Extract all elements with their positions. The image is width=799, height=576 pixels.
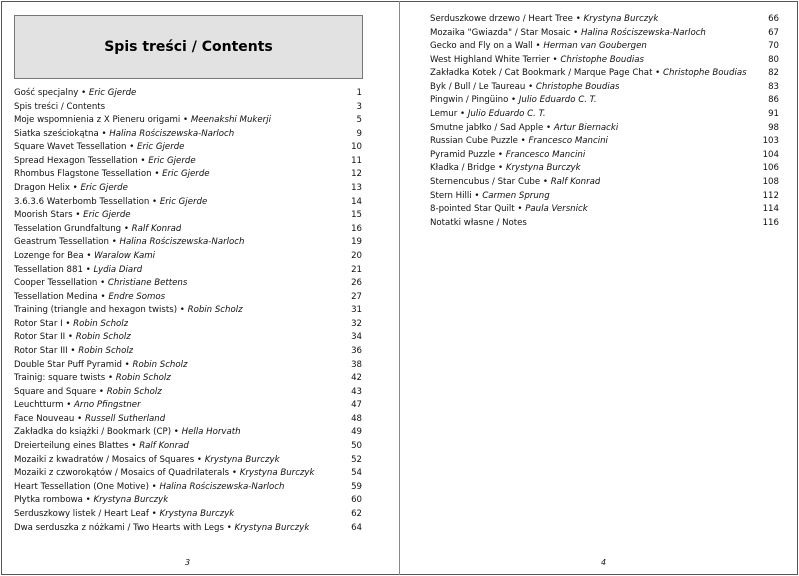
right-page-number: 4	[601, 558, 607, 567]
toc-entry-title: Square Wavet Tessellation	[14, 142, 127, 153]
toc-entry-title: Sternencubus / Star Cube	[430, 176, 541, 187]
toc-entry	[14, 372, 171, 386]
toc-entry-page: 31	[351, 305, 362, 316]
toc-entry-author: Carmen Sprung	[482, 190, 550, 201]
toc-entry-page: 86	[768, 95, 779, 106]
toc-separator: •	[63, 400, 75, 411]
toc-entry-title: Mozaika "Gwiazda" / Star Mosaic	[430, 27, 571, 38]
toc-entry	[14, 440, 189, 454]
toc-entry	[430, 81, 619, 95]
toc-entry-page: 9	[356, 128, 362, 139]
toc-entry	[14, 454, 280, 468]
toc-entry-author: Artur Biernacki	[553, 122, 619, 133]
toc-entry-page: 21	[351, 264, 362, 275]
toc-left-column	[14, 87, 362, 535]
toc-separator: •	[508, 95, 519, 106]
toc-entry-page: 20	[351, 250, 362, 261]
toc-entry-author: Halina Rościszewska-Narloch	[159, 481, 285, 492]
toc-entry-author: Eric Gjerde	[162, 169, 210, 180]
toc-entry-title: Russian Cube Puzzle	[430, 136, 518, 147]
toc-row	[14, 413, 362, 427]
toc-entry-page: 36	[351, 345, 362, 356]
toc-row	[430, 81, 779, 95]
toc-entry	[430, 217, 527, 231]
toc-entry-page: 5	[356, 115, 362, 126]
toc-entry-author: Christophe Boudias	[663, 68, 747, 79]
toc-row	[14, 481, 362, 495]
toc-entry-title: Trainig: square twists	[14, 373, 106, 384]
toc-row	[430, 217, 779, 231]
toc-entry-title: Byk / Bull / Le Taureau	[430, 81, 526, 92]
toc-entry-page: 15	[351, 210, 362, 221]
page-title: Spis treści / Contents	[104, 39, 273, 55]
toc-entry-title: Cooper Tessellation	[14, 278, 98, 289]
toc-entry	[14, 291, 165, 305]
toc-entry-title: Moorish Stars	[14, 210, 73, 221]
toc-entry-page: 54	[351, 468, 362, 479]
toc-row	[14, 236, 362, 250]
toc-entry-title: Rotor Star III	[14, 345, 68, 356]
toc-entry-page: 38	[351, 359, 362, 370]
toc-entry-author: Krystyna Burczyk	[583, 14, 659, 24]
toc-separator: •	[67, 345, 79, 356]
toc-separator: •	[471, 190, 483, 201]
toc-row	[14, 101, 362, 115]
toc-entry-author: Robin Scholz	[115, 373, 171, 384]
toc-entry-author: Eric Gjerde	[88, 88, 137, 98]
toc-entry-title: Pingwin / Pingüino	[430, 95, 509, 106]
toc-entry-author: Krystyna Burczyk	[204, 454, 280, 465]
toc-entry-author: Julio Eduardo C. T.	[518, 95, 597, 106]
toc-entry-author: Eric Gjerde	[159, 196, 208, 207]
toc-entry-page: 80	[768, 54, 779, 65]
toc-entry	[14, 223, 181, 237]
toc-entry-title: Zakładka do książki / Bookmark (CP)	[14, 427, 172, 438]
toc-entry-author: Halina Rościszewska-Narloch	[580, 27, 706, 38]
toc-separator: •	[72, 210, 84, 221]
toc-entry	[430, 135, 608, 149]
toc-entry-title: Face Nouveau	[14, 413, 75, 424]
toc-row	[14, 87, 362, 101]
toc-row	[430, 40, 779, 54]
toc-entry-title: Rhombus Flagstone Tessellation	[14, 169, 152, 180]
toc-row	[14, 141, 362, 155]
toc-entry-author: Russell Sutherland	[84, 413, 166, 424]
toc-separator: •	[148, 481, 160, 492]
toc-row	[14, 494, 362, 508]
toc-separator: •	[97, 291, 109, 302]
toc-entry	[14, 87, 136, 101]
toc-entry-title: Kładka / Bridge	[430, 163, 496, 174]
toc-entry	[430, 162, 581, 176]
toc-entry	[14, 359, 188, 373]
toc-separator: •	[549, 54, 561, 65]
toc-entry-author: Endre Somos	[108, 291, 166, 302]
toc-row	[14, 250, 362, 264]
toc-separator: •	[457, 109, 468, 120]
toc-entry	[14, 386, 162, 400]
toc-separator: •	[223, 522, 235, 533]
contents-title-box	[14, 15, 363, 79]
toc-separator: •	[62, 318, 74, 329]
toc-entry-title: Notatki własne / Notes	[430, 217, 527, 228]
toc-entry-author: Eric Gjerde	[80, 183, 128, 194]
toc-separator: •	[652, 68, 663, 79]
toc-entry-author: Ralf Konrad	[131, 223, 182, 234]
toc-separator: •	[82, 495, 94, 506]
toc-separator: •	[495, 163, 506, 174]
toc-separator: •	[543, 122, 554, 133]
toc-entry-author: Waralow Kami	[94, 250, 156, 261]
toc-row	[14, 168, 362, 182]
toc-row	[14, 128, 362, 142]
toc-entry-author: Krystyna Burczyk	[159, 508, 235, 519]
toc-entry-page: 16	[351, 223, 362, 234]
toc-row	[14, 426, 362, 440]
toc-separator: •	[74, 413, 85, 424]
toc-entry	[14, 182, 128, 196]
toc-entry-title: West Highland White Terrier	[430, 54, 550, 65]
toc-entry-page: 47	[351, 400, 362, 411]
toc-entry	[430, 13, 658, 27]
toc-entry-page: 32	[351, 318, 362, 329]
left-page-number: 3	[185, 558, 191, 567]
toc-entry	[14, 508, 234, 522]
toc-entry-title: Siatka sześciokątna	[14, 128, 99, 139]
toc-entry-page: 112	[762, 190, 779, 201]
toc-entry	[14, 155, 196, 169]
toc-entry	[14, 304, 243, 318]
toc-row	[14, 359, 362, 373]
toc-row	[14, 345, 362, 359]
toc-row	[14, 318, 362, 332]
toc-entry-author: Ralf Konrad	[139, 441, 189, 452]
toc-entry	[430, 27, 706, 41]
toc-separator: •	[495, 149, 506, 160]
toc-entry-page: 82	[768, 68, 779, 79]
toc-separator: •	[148, 508, 160, 519]
toc-separator: •	[151, 169, 163, 180]
toc-entry-page: 64	[351, 522, 362, 533]
toc-entry-title: Serduszkowe drzewo / Heart Tree	[430, 14, 573, 24]
toc-entry-page: 10	[351, 142, 362, 153]
toc-row	[430, 135, 779, 149]
toc-entry-page: 48	[351, 413, 362, 424]
toc-entry	[14, 426, 241, 440]
toc-row	[14, 399, 362, 413]
toc-entry-page: 12	[351, 169, 362, 180]
toc-entry	[14, 209, 131, 223]
toc-row	[14, 196, 362, 210]
toc-separator: •	[532, 41, 544, 52]
toc-row	[430, 54, 779, 68]
toc-entry	[430, 67, 747, 81]
toc-entry-title: Dreierteilung eines Blattes	[14, 441, 129, 452]
toc-entry-page: 98	[768, 122, 779, 133]
toc-entry-page: 104	[762, 149, 779, 160]
toc-entry	[14, 128, 234, 142]
toc-row	[430, 94, 779, 108]
toc-entry	[430, 203, 588, 217]
toc-entry-page: 106	[762, 163, 779, 174]
toc-entry-author: Lydia Diard	[93, 264, 143, 275]
toc-entry-page: 42	[351, 373, 362, 384]
toc-row	[14, 304, 362, 318]
toc-row	[14, 386, 362, 400]
toc-entry-title: Spread Hexagon Tessellation	[14, 155, 138, 166]
toc-row	[14, 182, 362, 196]
toc-entry-title: Square and Square	[14, 386, 97, 397]
toc-entry-page: 3	[356, 101, 362, 112]
toc-entry	[430, 94, 597, 108]
toc-separator: •	[126, 142, 138, 153]
toc-separator: •	[121, 223, 132, 234]
toc-separator: •	[83, 250, 95, 261]
toc-separator: •	[149, 196, 160, 207]
toc-entry-author: Francesco Mancini	[505, 149, 586, 160]
toc-row	[430, 27, 779, 41]
toc-entry	[430, 108, 546, 122]
toc-entry-page: 11	[351, 155, 362, 166]
toc-row	[14, 209, 362, 223]
toc-separator: •	[517, 136, 529, 147]
toc-entry-page: 49	[351, 427, 362, 438]
toc-row	[430, 122, 779, 136]
toc-entry-title: Lozenge for Bea	[14, 250, 84, 261]
toc-entry-page: 19	[351, 237, 362, 248]
toc-entry-author: Paula Versnick	[525, 204, 588, 215]
toc-row	[14, 331, 362, 345]
toc-row	[14, 114, 362, 128]
toc-entry	[14, 494, 168, 508]
toc-entry-title: Rotor Star II	[14, 332, 66, 343]
toc-row	[430, 162, 779, 176]
toc-entry	[14, 250, 155, 264]
toc-entry-title: 8-pointed Star Quilt	[430, 204, 515, 215]
toc-entry-author: Meenakshi Mukerji	[190, 115, 271, 126]
toc-entry-author: Herman van Goubergen	[543, 41, 647, 52]
toc-entry-title: Gecko and Fly on a Wall	[430, 41, 533, 52]
toc-entry	[14, 481, 284, 495]
toc-entry-author: Christophe Boudias	[535, 81, 620, 92]
toc-entry-author: Francesco Mancini	[528, 136, 608, 147]
toc-entry-title: Geastrum Tessellation	[14, 237, 109, 248]
toc-entry-author: Robin Scholz	[132, 359, 188, 370]
toc-entry-page: 60	[351, 495, 362, 506]
toc-row	[14, 454, 362, 468]
toc-entry-author: Robin Scholz	[78, 345, 134, 356]
toc-entry-author: Krystyna Burczyk	[234, 522, 310, 533]
toc-entry	[430, 122, 618, 136]
toc-entry	[14, 522, 309, 536]
toc-row	[430, 203, 779, 217]
toc-entry-title: Spis treści / Contents	[14, 101, 106, 112]
toc-row	[430, 190, 779, 204]
toc-entry	[430, 54, 644, 68]
toc-separator: •	[194, 454, 205, 465]
toc-entry-author: Ralf Konrad	[550, 176, 601, 187]
toc-entry-page: 83	[768, 81, 779, 92]
toc-entry-page: 91	[768, 109, 779, 120]
toc-entry-title: Mozaiki z czworokątów / Mosaics of Quadrilaterals	[14, 468, 230, 479]
toc-entry-author: Eric Gjerde	[83, 210, 131, 221]
toc-entry	[430, 149, 585, 163]
toc-entry	[14, 413, 165, 427]
toc-entry	[14, 114, 271, 128]
toc-separator: •	[177, 305, 188, 316]
toc-entry	[430, 190, 550, 204]
toc-entry-author: Julio Eduardo C. T.	[467, 109, 546, 120]
toc-entry-title: Mozaiki z kwadratów / Mosaics of Squares	[14, 454, 195, 465]
toc-entry-page: 34	[351, 332, 362, 343]
toc-row	[430, 149, 779, 163]
toc-entry-title: Tessellation 881	[14, 264, 83, 275]
toc-separator: •	[105, 373, 116, 384]
page-divider	[399, 1, 400, 575]
toc-separator: •	[121, 359, 133, 370]
toc-entry-title: Dragon Helix	[14, 183, 70, 194]
toc-entry-title: Heart Tessellation (One Motive)	[14, 481, 149, 492]
toc-separator: •	[137, 155, 149, 166]
toc-entry-title: Zakładka Kotek / Cat Bookmark / Marque Page Chat	[430, 68, 653, 79]
toc-entry-title: Training (triangle and hexagon twists)	[14, 305, 178, 316]
toc-entry-author: Halina Rościszewska-Narloch	[119, 237, 245, 248]
toc-right-column	[430, 13, 779, 230]
toc-separator: •	[180, 115, 191, 126]
toc-entry	[14, 141, 184, 155]
toc-row	[14, 467, 362, 481]
toc-row	[430, 176, 779, 190]
toc-entry-page: 43	[351, 386, 362, 397]
toc-entry	[14, 101, 105, 115]
toc-entry-author: Robin Scholz	[75, 332, 131, 343]
toc-entry-title: Gość specjalny	[14, 88, 79, 98]
toc-entry-page: 1	[356, 88, 362, 98]
toc-entry-author: Krystyna Burczyk	[505, 163, 581, 174]
toc-entry-title: Rotor Star I	[14, 318, 63, 329]
toc-separator: •	[128, 441, 140, 452]
toc-entry-title: Dwa serduszka z nóżkami / Two Hearts with Legs	[14, 522, 224, 533]
toc-separator: •	[98, 128, 110, 139]
toc-entry-page: 70	[768, 41, 779, 52]
toc-entry	[14, 399, 141, 413]
toc-entry-title: Stern Hilli	[430, 190, 472, 201]
toc-entry-page: 26	[351, 278, 362, 289]
toc-separator: •	[69, 183, 81, 194]
toc-row	[14, 277, 362, 291]
toc-separator: •	[572, 14, 584, 24]
toc-entry	[14, 318, 128, 332]
toc-entry	[14, 277, 187, 291]
toc-entry-page: 67	[768, 27, 779, 38]
toc-separator: •	[78, 88, 89, 98]
toc-entry-title: Moje wspomnienia z X Pieneru origami	[14, 115, 181, 126]
toc-row	[14, 440, 362, 454]
toc-entry-author: Krystyna Burczyk	[239, 468, 315, 479]
toc-row	[430, 67, 779, 81]
toc-separator: •	[65, 332, 76, 343]
toc-row	[14, 372, 362, 386]
toc-entry	[14, 168, 210, 182]
toc-entry-author: Eric Gjerde	[148, 155, 196, 166]
toc-entry-author: Robin Scholz	[187, 305, 243, 316]
toc-entry-author: Krystyna Burczyk	[93, 495, 169, 506]
toc-entry-page: 103	[762, 136, 779, 147]
toc-separator: •	[97, 278, 108, 289]
toc-row	[14, 508, 362, 522]
toc-row	[14, 264, 362, 278]
toc-separator: •	[229, 468, 240, 479]
toc-entry-page: 116	[762, 217, 779, 228]
toc-entry-author: Arno Pfingstner	[74, 400, 141, 411]
toc-entry-page: 108	[762, 176, 779, 187]
toc-entry-title: Tessellation Medina	[14, 291, 98, 302]
toc-entry-page: 59	[351, 481, 362, 492]
toc-separator: •	[82, 264, 94, 275]
toc-entry-title: 3.6.3.6 Waterbomb Tessellation	[14, 196, 150, 207]
toc-entry	[14, 331, 131, 345]
toc-row	[14, 155, 362, 169]
toc-separator: •	[540, 176, 551, 187]
toc-entry	[14, 196, 207, 210]
toc-entry	[430, 40, 647, 54]
toc-row	[14, 522, 362, 536]
toc-entry-title: Double Star Puff Pyramid	[14, 359, 122, 370]
toc-entry-page: 14	[351, 196, 362, 207]
toc-entry-author: Robin Scholz	[73, 318, 129, 329]
toc-entry-page: 62	[351, 508, 362, 519]
toc-entry-title: Lemur	[430, 109, 458, 120]
toc-entry-author: Hella Horvath	[181, 427, 241, 438]
toc-entry-author: Robin Scholz	[106, 386, 162, 397]
toc-entry-title: Smutne jabłko / Sad Apple	[430, 122, 544, 133]
toc-entry	[14, 264, 142, 278]
toc-entry	[430, 176, 600, 190]
toc-separator: •	[96, 386, 107, 397]
toc-entry-page: 114	[762, 204, 779, 215]
toc-row	[430, 13, 779, 27]
toc-entry-page: 66	[768, 14, 779, 24]
toc-entry-author: Halina Rościszewska-Narloch	[109, 128, 235, 139]
toc-separator: •	[525, 81, 536, 92]
toc-entry-title: Leuchtturm	[14, 400, 64, 411]
toc-entry-page: 50	[351, 441, 362, 452]
toc-entry-author: Christiane Bettens	[107, 278, 188, 289]
toc-entry-title: Serduszkowy listek / Heart Leaf	[14, 508, 149, 519]
toc-entry	[14, 467, 315, 481]
toc-entry-author: Eric Gjerde	[137, 142, 185, 153]
toc-entry-title: Płytka rombowa	[14, 495, 83, 506]
toc-entry-title: Tesselation Grundfaltung	[14, 223, 122, 234]
toc-entry-author: Christophe Boudias	[560, 54, 644, 65]
toc-entry-title: Pyramid Puzzle	[430, 149, 496, 160]
toc-entry-page: 52	[351, 454, 362, 465]
toc-entry-page: 27	[351, 291, 362, 302]
toc-separator: •	[570, 27, 581, 38]
toc-separator: •	[514, 204, 526, 215]
toc-row	[430, 108, 779, 122]
toc-entry-page: 13	[351, 183, 362, 194]
toc-entry	[14, 236, 244, 250]
toc-row	[14, 223, 362, 237]
toc-row	[14, 291, 362, 305]
toc-entry	[14, 345, 133, 359]
toc-separator: •	[171, 427, 182, 438]
toc-separator: •	[108, 237, 120, 248]
